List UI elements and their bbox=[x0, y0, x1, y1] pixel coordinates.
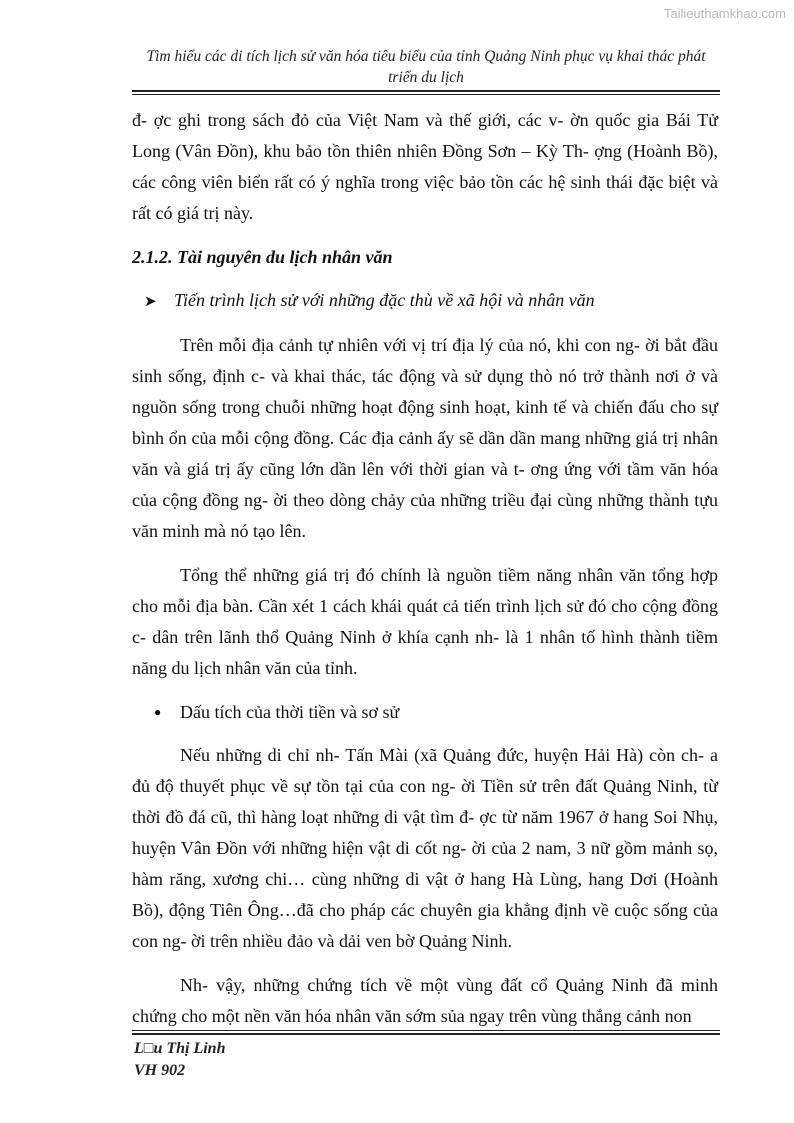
bullet-dot-icon: ● bbox=[154, 705, 162, 719]
header-divider-thin bbox=[132, 94, 720, 95]
paragraph-1: đ- ợc ghi trong sách đỏ của Việt Nam và thế giới, các v- ờn quốc gia Bái Tử Long (Vân Đồn), khu bảo tồn thiên nhiên Đồng Sơn – Kỳ Th- ợng (Hoành Bồ), các công viên biển rất có ý nghĩa trong việc bảo tồn các hệ sinh thái đặc biệt và rất có giá trị này. bbox=[132, 110, 718, 223]
paragraph-2: Trên mỗi địa cảnh tự nhiên với vị trí địa lý của nó, khi con ng- ời bắt đầu sinh sống, định c- và khai thác, tác động và sử dụng thò nó trở thành nơi ở và nguồn sống trong chuỗi những hoạt động sinh hoạt, kinh tế và chiến đấu cho sự bình ổn của mỗi cộng đồng. Các địa cảnh ấy sẽ dần dần mang những giá trị nhân văn và giá trị ấy cũng lớn dần lên với thời gian và t- ơng ứng với tầm văn hóa của cộng đồng ng- ời theo dòng chảy của những triều đại cùng những thành tựu văn minh mà nó tạo lên. bbox=[132, 335, 718, 541]
arrow-list-item bbox=[144, 285, 718, 318]
arrow-bullet-icon: ➤ bbox=[144, 294, 157, 310]
page-footer bbox=[134, 1038, 225, 1082]
footer-class-code: VH 902 bbox=[134, 1062, 186, 1079]
footer-divider-thick bbox=[132, 1033, 720, 1035]
footer-author: L□u Thị Linh bbox=[134, 1040, 226, 1057]
document-body bbox=[132, 105, 718, 1045]
section-heading: 2.1.2. Tài nguyên du lịch nhân văn bbox=[132, 247, 393, 267]
paragraph-3: Tổng thể những giá trị đó chính là nguồn tiềm năng nhân văn tổng hợp cho mỗi địa bàn. Cần xét 1 cách khái quát cả tiến trình lịch sử đó cho cộng đồng c- dân trên lãnh thổ Quảng Ninh ở khía cạnh nh- là 1 nhân tố hình thành tiềm năng du lịch nhân văn của tỉnh. bbox=[132, 565, 718, 678]
footer-divider-thin bbox=[132, 1030, 720, 1031]
bullet-list-item-text: Dấu tích của thời tiền và sơ sử bbox=[180, 702, 400, 722]
paragraph-5: Nh- vậy, những chứng tích về một vùng đất cổ Quảng Ninh đã minh chứng cho một nền văn hóa nhân văn sớm sủa ngay trên vùng thắng cảnh non bbox=[132, 975, 718, 1026]
paragraph-4: Nếu những di chỉ nh- Tấn Mài (xã Quảng đức, huyện Hải Hà) còn ch- a đủ độ thuyết phục về sự tồn tại của con ng- ời Tiền sử trên đất Quảng Ninh, từ thời đồ đá cũ, thì hàng loạt những di vật tìm đ- ợc từ năm 1967 ở hang Soi Nhụ, huyện Vân Đồn với những hiện vật di cốt ng- ời của 2 nam, 3 nữ gồm mảnh sọ, hàm răng, xương chi… cùng những di vật ở hang Hà Lùng, hang Dơi (Hoành Bồ), động Tiên Ông…đã cho pháp các chuyên gia khẳng định về cuộc sống của con ng- ời trên nhiều đảo và dải ven bờ Quảng Ninh. bbox=[132, 745, 718, 951]
page-header-title: Tìm hiểu các di tích lịch sử văn hóa tiêu biểu của tỉnh Quảng Ninh phục vụ khai thác phát triển du lịch bbox=[146, 48, 706, 86]
watermark-text: Tailieuthamkhao.com bbox=[663, 6, 786, 21]
bullet-list-item bbox=[154, 697, 718, 730]
header-divider-thick bbox=[132, 90, 720, 92]
arrow-list-item-text: Tiến trình lịch sử với những đặc thù về xã hội và nhân văn bbox=[174, 290, 595, 310]
